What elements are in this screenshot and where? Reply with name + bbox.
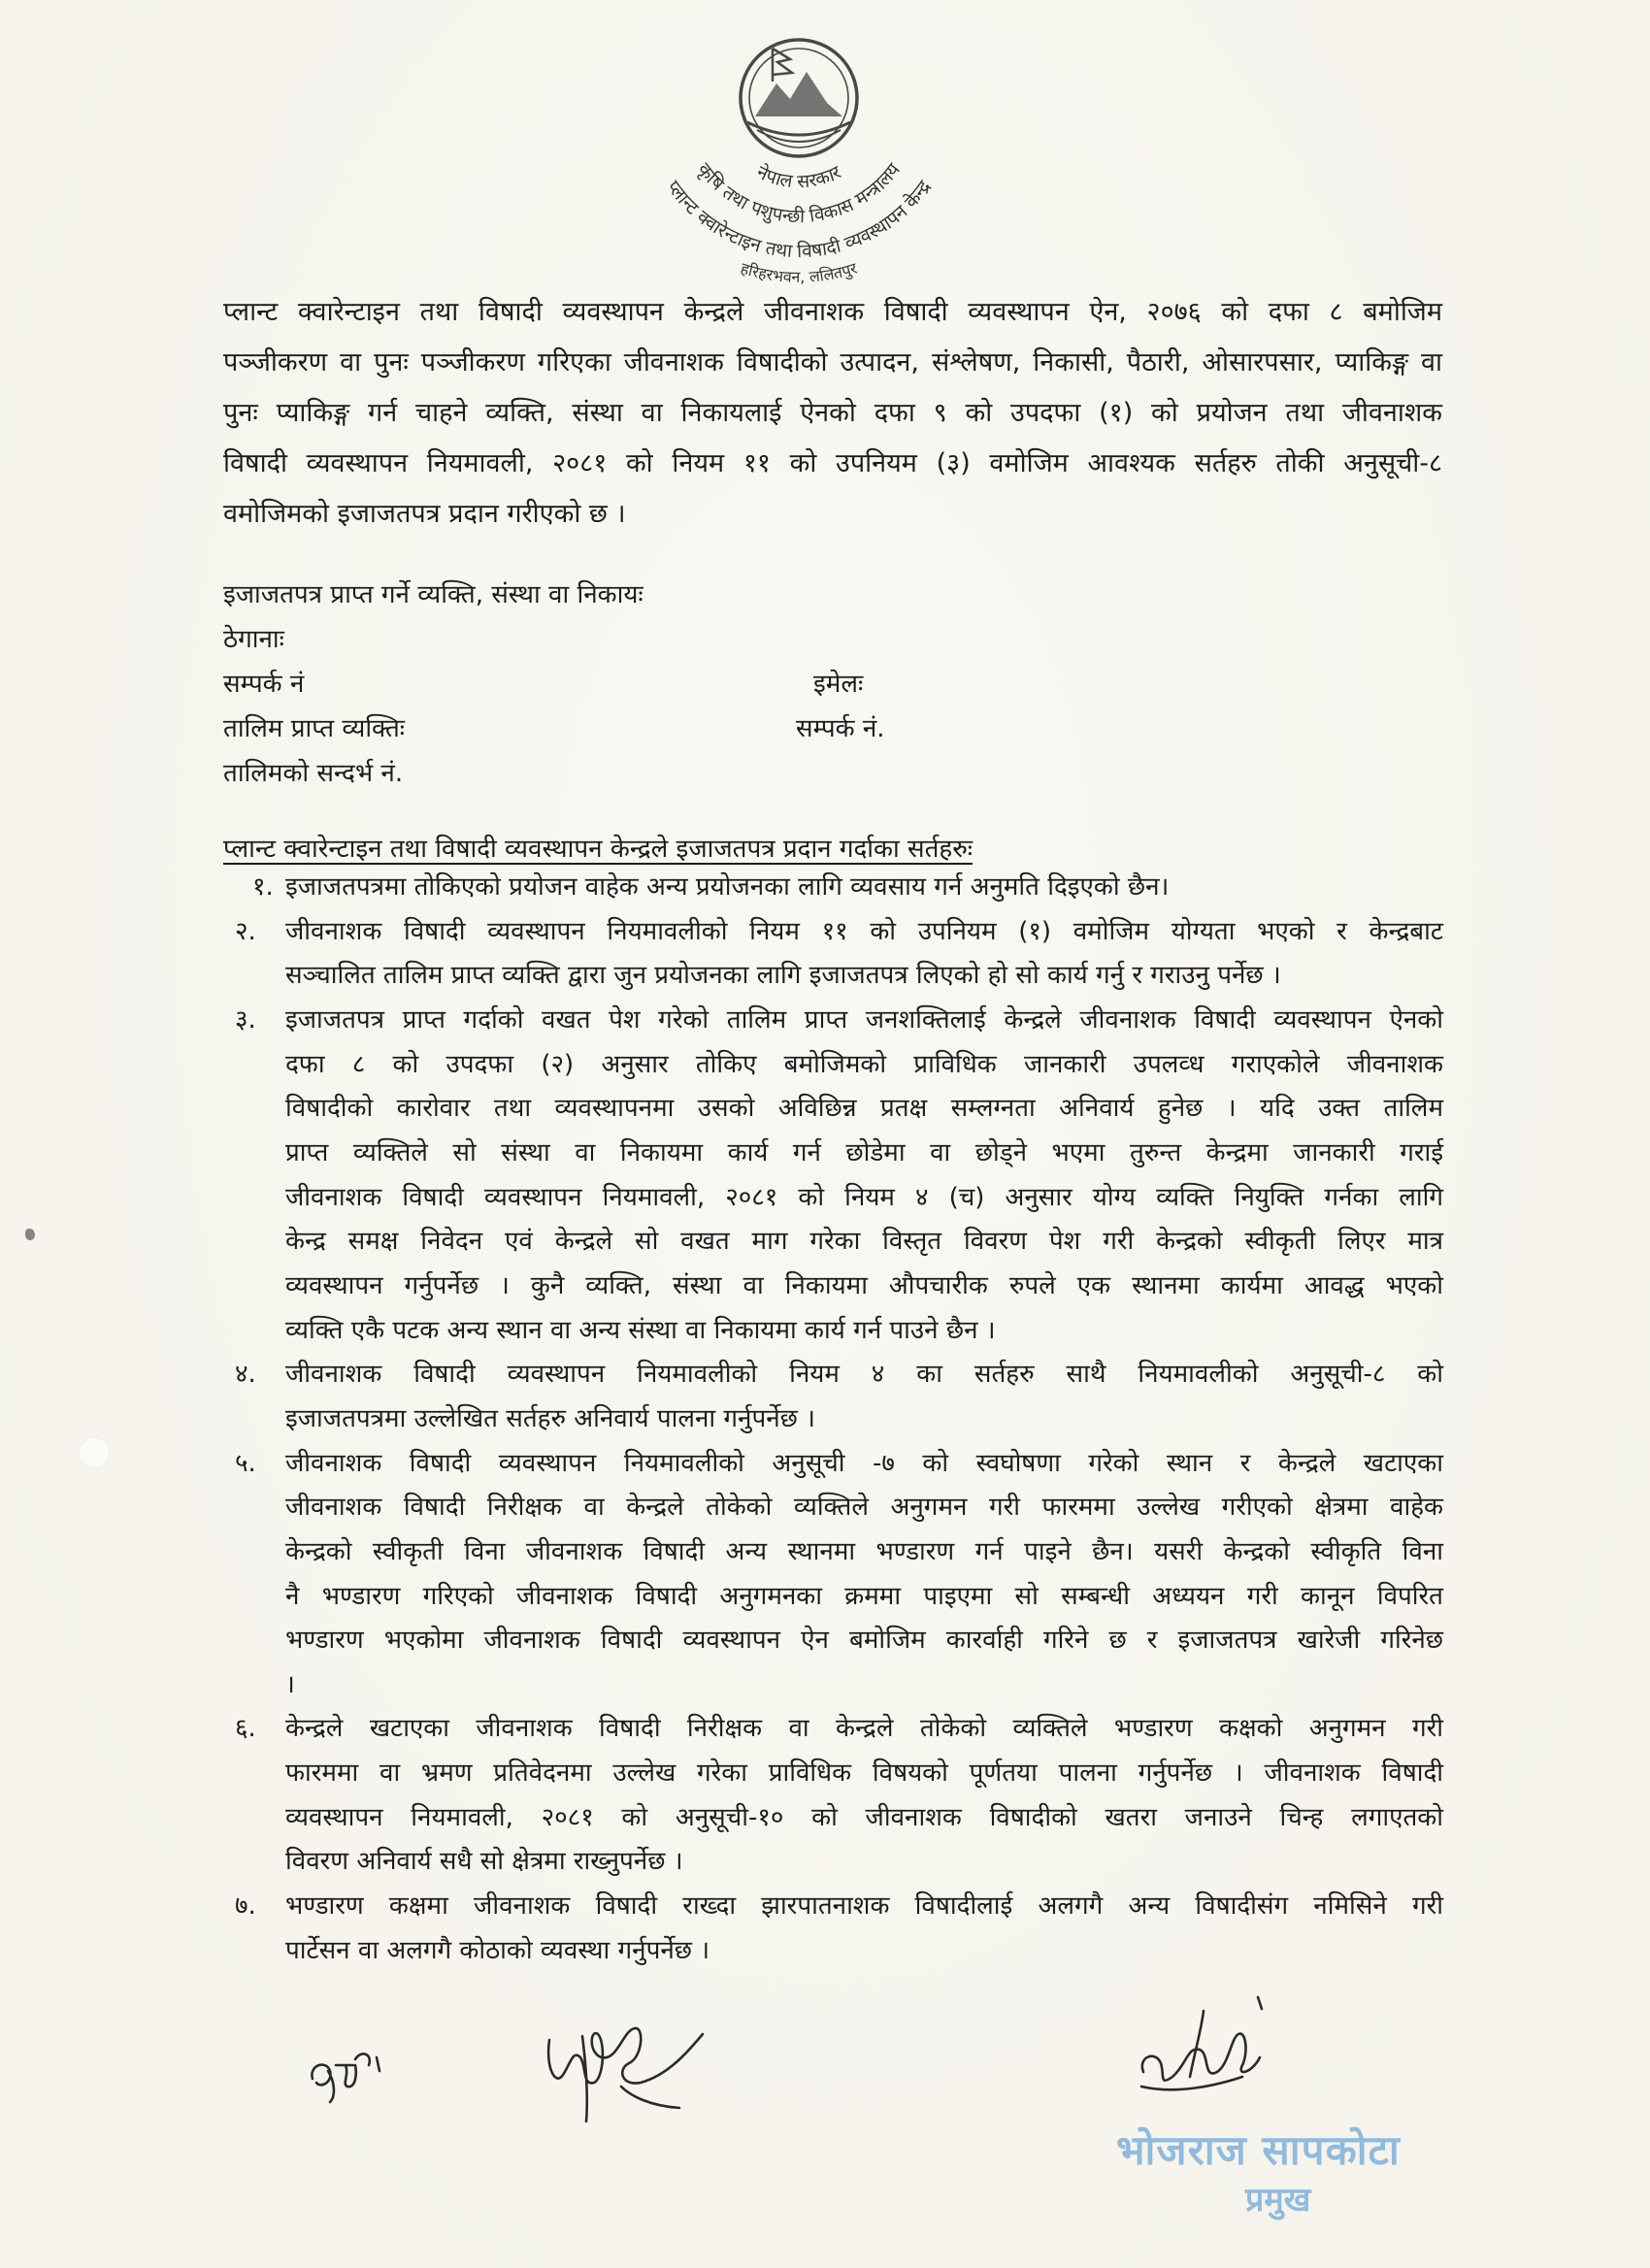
punch-mark [78,1436,111,1469]
address-label: ठेगानाः [223,625,284,654]
condition-item [235,1442,1443,1708]
condition-line: विवरण अनिवार्य सधै सो क्षेत्रमा राख्नुपर्नेछ । [285,1847,683,1877]
contact-row [223,662,1442,707]
intro-line: पुनः प्याकिङ्ग गर्न चाहने व्यक्ति, संस्था वा निकायलाई ऐनको दफा ९ को उपदफा (१) को प्रयोजन तथा जीवनाशक [223,398,1442,428]
condition-line: भण्डारण भएकोमा जीवनाशक विषादी व्यवस्थापन ऐन बमोजिम कारर्वाही गरिने छ र इजाजतपत्र खारेजी गरिनेछ [285,1626,1443,1656]
intro-line: विषादी व्यवस्थापन नियमावली, २०८१ को नियम ११ को उपनियम (३) वमोजिम आवश्यक सर्तहरु तोकी अनुसूची-८ [223,448,1442,478]
conditions-heading: प्लान्ट क्वारेन्टाइन तथा विषादी व्यवस्थापन केन्द्रले इजाजतपत्र प्रदान गर्दाका सर्तहरुः [223,835,974,864]
condition-line: इजाजतपत्रमा तोकिएको प्रयोजन वाहेक अन्य प्रयोजनका लागि व्यवसाय गर्न अनुमति दिइएको छैन। [285,872,1170,902]
condition-line: इजाजतपत्र प्राप्त गर्दाको वखत पेश गरेको तालिम प्राप्त जनशक्तिलाई केन्द्रले जीवनाशक विषादी व्यवस्थापन ऐनको [285,1004,1443,1035]
condition-line: व्यवस्थापन गर्नुपर्नेछ । कुनै व्यक्ति, संस्था वा निकायमा औपचारीक रुपले एक स्थानमा कार्यमा आवद्ध भएको [285,1270,1443,1300]
intro-line: प्लान्ट क्वारेन्टाइन तथा विषादी व्यवस्थापन केन्द्रले जीवनाशक विषादी व्यवस्थापन ऐन, २०७६ को दफा ८ बमोजिम [223,297,1442,327]
government-seal [602,29,996,320]
condition-line: पार्टेसन वा अलगगै कोठाको व्यवस्था गर्नुपर्नेछ । [285,1935,710,1965]
condition-number: ३. [235,1004,256,1035]
condition-line: नै भण्डारण गरिएको जीवनाशक विषादी अनुगमनका क्रममा पाइएमा सो सम्बन्धी अध्ययन गरी कानून विपरित [285,1581,1443,1611]
trained-contact-label: सम्पर्क नं. [796,714,885,743]
intro-line: वमोजिमको इजाजतपत्र प्रदान गरीएको छ । [223,499,626,529]
training-ref-label: तालिमको सन्दर्भ नं. [223,759,404,788]
condition-item [235,1353,1443,1441]
condition-line: दफा ८ को उपदफा (२) अनुसार तोकिए बमोजिमको प्राविधिक जानकारी उपलव्ध गराएकोले जीवनाशक [285,1049,1443,1079]
conditions-list [235,866,1443,1973]
intro-line: पञ्जीकरण वा पुनः पञ्जीकरण गरिएका जीवनाशक विषादीको उत्पादन, संश्लेषण, निकासी, पैठारी, ओसारपसार, प्याकिङ्ग वा [223,347,1442,378]
email-label: इमेलः [813,670,864,699]
condition-line: व्यक्ति एकै पटक अन्य स्थान वा अन्य संस्था वा निकायमा कार्य गर्न पाउने छैन । [285,1315,996,1345]
condition-line: जीवनाशक विषादी व्यवस्थापन नियमावलीको नियम ४ का सर्तहरु साथै नियमावलीको अनुसूची-८ को [285,1360,1443,1390]
condition-line: फारममा वा भ्रमण प्रतिवेदनमा उल्लेख गरेका प्राविधिक विषयको पूर्णतया पालना गर्नुपर्नेछ । जीवनाशक विषादी [285,1759,1443,1789]
condition-number: ५. [235,1448,256,1478]
licensee-label: इजाजतपत्र प्राप्त गर्ने व्यक्ति, संस्था वा निकायः [223,580,644,609]
condition-line: केन्द्रले खटाएका जीवनाशक विषादी निरीक्षक वा केन्द्रले तोकेको व्यक्तिले भण्डारण कक्षको अनुगमन गरी [285,1714,1443,1744]
contact-label: सम्पर्क नं [223,670,305,699]
ink-speck [25,1229,35,1240]
condition-number: ६. [235,1714,256,1744]
nepal-emblem-icon [741,40,857,156]
condition-line: केन्द्र समक्ष निवेदन एवं केन्द्रले सो वखत माग गरेका विस्तृत विवरण पेश गरी केन्द्रको स्वीकृती लिएर मात्र [285,1227,1443,1257]
licensee-fields [223,573,1442,796]
seal-text-ring2: कृषि तथा पशुपन्छी विकास मन्त्रालय [693,159,905,228]
trained-person-row [223,707,1442,751]
condition-line: । [285,1669,295,1699]
condition-line: विषादीको कारोवार तथा व्यवस्थापनमा उसको अविछिन्न प्रतक्ष सम्लग्नता अनिवार्य हुनेछ । यदि उक्त तालिम [285,1094,1443,1124]
licensee-row [223,573,1442,617]
seal-text-ring3: प्लान्ट क्वारेन्टाइन तथा विषादी व्यवस्थापन केन्द्र [662,177,936,263]
condition-line: इजाजतपत्रमा उल्लेखित सर्तहरु अनिवार्य पालना गर्नुपर्नेछ । [285,1403,816,1433]
name-stamp-text: भोजराज सापकोटा [1116,2126,1401,2174]
trained-person-label: तालिम प्राप्त व्यक्तिः [223,714,406,743]
condition-line: केन्द्रको स्वीकृती विना जीवनाशक विषादी अन्य स्थानमा भण्डारण गर्न पाइने छैन। यसरी केन्द्रको स्वीकृति विना [285,1536,1443,1566]
seal-text-ring1: नेपाल सरकार [753,161,844,193]
seal-text-ring4: हरिहरभवन, ललितपुर [738,258,860,286]
condition-item [235,999,1443,1353]
condition-item [235,1707,1443,1885]
condition-line: जीवनाशक विषादी निरीक्षक वा केन्द्रले तोकेको व्यक्तिले अनुगमन गरी फारममा उल्लेख गरीएको क्षेत्रमा वाहेक [285,1493,1443,1523]
address-row [223,617,1442,662]
condition-item [235,1885,1443,1973]
condition-line: प्राप्त व्यक्तिले सो संस्था वा निकायमा कार्य गर्न छोडेमा वा छोड्ने भएमा तुरुन्त केन्द्रमा जानकारी गराई [285,1137,1443,1167]
condition-number: ४. [235,1360,256,1390]
condition-line: व्यवस्थापन नियमावली, २०८१ को अनुसूची-१० को जीवनाशक विषादीको खतरा जनाउने चिन्ह लगाएतको [285,1802,1443,1832]
condition-line: जीवनाशक विषादी व्यवस्थापन नियमावलीको अनुसूची -७ को स्वघोषणा गरेको स्थान र केन्द्रले खटाएका [285,1448,1443,1478]
title-stamp-text: प्रमुख [1245,2181,1311,2219]
condition-number: २. [235,916,256,946]
condition-line: जीवनाशक विषादी व्यवस्थापन नियमावली, २०८१ को नियम ४ (च) अनुसार योग्य व्यक्ति नियुक्ति गर्नका लागि [285,1182,1443,1212]
intro-paragraph [223,287,1442,540]
condition-line: भण्डारण कक्षमा जीवनाशक विषादी राख्दा झारपातनाशक विषादीलाई अलगगै अन्य विषादीसंग नमिसिने गरी [285,1891,1443,1922]
condition-line: जीवनाशक विषादी व्यवस्थापन नियमावलीको नियम ११ को उपनियम (१) वमोजिम योग्यता भएको र केन्द्रबाट [285,916,1443,946]
condition-number: १. [252,872,274,902]
condition-item [235,910,1443,999]
condition-item [235,866,1443,910]
condition-number: ७. [235,1891,256,1922]
condition-line: सञ्चालित तालिम प्राप्त व्यक्ति द्वारा जुन प्रयोजनका लागि इजाजतपत्र लिएको हो सो कार्य गर्नु र गराउनु पर्नेछ । [285,961,1281,991]
training-ref-row [223,751,1442,796]
